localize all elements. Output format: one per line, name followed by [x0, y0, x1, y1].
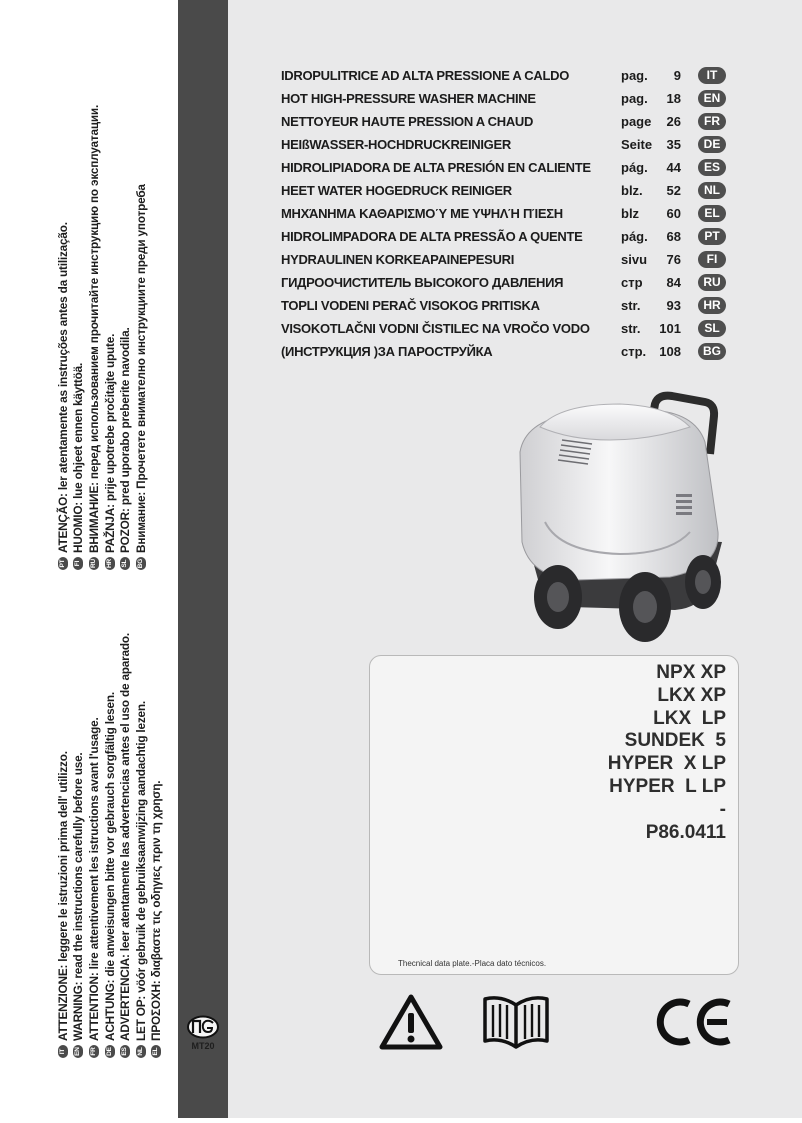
manual-title: HEET WATER HOGEDRUCK REINIGER: [281, 183, 512, 198]
language-code-badge: PT: [698, 228, 726, 245]
language-row: [281, 250, 731, 272]
page-number: 76: [666, 252, 681, 267]
page-abbreviation: str.: [621, 298, 641, 313]
warning-line: [86, 633, 102, 1058]
manual-title: HEIßWASSER-HOCHDRUCKREINIGER: [281, 137, 511, 152]
page-number: 26: [666, 114, 681, 129]
language-code-badge: DE: [698, 136, 726, 153]
gost-certification-logo: [183, 1013, 223, 1057]
language-badge: EN: [73, 1045, 83, 1058]
page-number: 18: [666, 91, 681, 106]
language-code-badge: ES: [698, 159, 726, 176]
warning-text: ATTENTION: lire attentivement les istructions avant l'usage.: [86, 717, 101, 1041]
page-number: 44: [666, 160, 681, 175]
language-row: [281, 89, 731, 111]
warning-line: [133, 633, 149, 1058]
page-abbreviation: Seite: [621, 137, 653, 152]
language-badge: PT: [58, 557, 68, 570]
warning-text: HUOMIO: lue ohjeet ennen käyttöä.: [71, 362, 86, 553]
ce-mark-icon: [655, 996, 733, 1048]
warning-text: LET OP: vöór gebruik de gebruiksaanwijzing aandachtig lezen.: [133, 700, 148, 1041]
page-number: 35: [666, 137, 681, 152]
page-number: 60: [666, 206, 681, 221]
language-code-badge: FI: [698, 251, 726, 268]
language-code-badge: NL: [698, 182, 726, 199]
language-badge: SL: [120, 557, 130, 570]
model-info-box: [369, 655, 739, 975]
warning-line: [149, 633, 165, 1058]
page-abbreviation: blz: [621, 206, 640, 221]
page-abbreviation: sivu: [621, 252, 648, 267]
model-list: [608, 662, 726, 844]
model-name: HYPER X LP: [607, 753, 726, 775]
language-row: [281, 112, 731, 134]
page-number: 84: [666, 275, 681, 290]
language-badge: FR: [89, 1045, 99, 1058]
language-badge: BG: [136, 558, 144, 569]
language-row: [281, 296, 731, 318]
manual-title: TOPLI VODENI PERAČ VISOKOG PRITISKA: [281, 298, 540, 313]
language-code-badge: EN: [698, 90, 726, 107]
page-abbreviation: pag.: [621, 91, 648, 106]
language-badge: FI: [73, 557, 83, 570]
warning-text: ATTENZIONE: leggere le istruzioni prima dell' utilizzo.: [55, 751, 70, 1041]
language-badge: HR: [105, 559, 113, 568]
page-abbreviation: page: [621, 114, 652, 129]
language-code-badge: FR: [698, 113, 726, 130]
model-name: HYPER L LP: [609, 775, 726, 797]
page-number: 68: [666, 229, 681, 244]
sidebar-strip: [178, 0, 228, 1123]
language-code-badge: IT: [698, 67, 726, 84]
language-badge: RU: [89, 559, 97, 568]
page-number: 52: [666, 183, 681, 198]
page-abbreviation: стр.: [621, 344, 647, 359]
language-code-badge: RU: [698, 274, 726, 291]
language-row: [281, 181, 731, 203]
page-abbreviation: pág.: [621, 229, 648, 244]
warning-text: ΠΡΟΣΟΧΗ: διαβαστε τις οδηγιες πριν τη χρηση.: [149, 780, 164, 1041]
language-badge: DE: [105, 1045, 115, 1058]
language-code-badge: SL: [698, 320, 726, 337]
warning-line: [117, 633, 133, 1058]
language-row: [281, 342, 731, 364]
warning-line: [102, 633, 118, 1058]
warning-text: WARNING: read the instructions carefully before use.: [71, 752, 86, 1041]
page-abbreviation: pag.: [621, 68, 648, 83]
warning-text: ВНИМАНИЕ: перед использованием прочитайте инструкцию по эксплуатации.: [86, 104, 101, 553]
language-row: [281, 66, 731, 88]
language-code-badge: HR: [698, 297, 726, 314]
pressure-washer-image: [500, 382, 740, 647]
model-code: P86.0411: [645, 821, 726, 843]
manual-title: ГИДРООЧИСТИТЕЛЬ ВЫСОКОГО ДАВЛЕНИЯ: [281, 275, 564, 290]
manual-title: HOT HIGH-PRESSURE WASHER MACHINE: [281, 91, 536, 106]
model-name: NPX XP: [656, 662, 726, 683]
gost-mark-icon: [186, 1015, 220, 1039]
language-code-badge: BG: [698, 343, 726, 360]
warning-line: [71, 633, 87, 1058]
safety-warnings: [0, 0, 178, 1123]
language-code-badge: EL: [698, 205, 726, 222]
language-badge: EL: [151, 1045, 161, 1058]
warning-line: [55, 105, 71, 570]
model-name: LKX LP: [653, 707, 726, 729]
manual-title: ΜΗΧΆΝΗΜΑ ΚΑΘΑΡΙΣΜΟΎ ΜΕ ΥΨΗΛΉ ΠΊΕΣΗ: [281, 206, 563, 221]
warning-text: Внимание: Прочетете внимателно инструкциите преди употреба: [133, 184, 148, 553]
language-badge: ES: [120, 1045, 130, 1058]
page-abbreviation: blz.: [621, 183, 643, 198]
language-row: [281, 158, 731, 180]
gost-code: MT20: [191, 1041, 215, 1051]
warning-text: POZOR: pred uporabo preberite navodila.: [118, 327, 133, 553]
manual-title: HIDROLIMPADORA DE ALTA PRESSÃO A QUENTE: [281, 229, 583, 244]
language-row: [281, 227, 731, 249]
model-name: LKX XP: [657, 684, 726, 706]
manual-title: HIDROLIPIADORA DE ALTA PRESIÓN EN CALIENTE: [281, 160, 591, 175]
language-row: [281, 273, 731, 295]
manual-title: (ИНСТРУКЦИЯ )ЗА ПАРОСТРУЙКА: [281, 344, 493, 359]
warning-text: ATENÇÃO: ler atentamente as instruções antes da utilização.: [55, 222, 70, 553]
language-row: [281, 204, 731, 226]
page-abbreviation: pág.: [621, 160, 648, 175]
warning-text: PAŽNJA: prije upotrebe pročitajte upute.: [102, 333, 117, 553]
warning-line: [133, 105, 149, 570]
manual-title: NETTOYEUR HAUTE PRESSION A CHAUD: [281, 114, 534, 129]
warning-triangle-icon: [378, 993, 444, 1051]
warning-text: ACHTUNG: die anweisungen bitte vor gebrauch sorgfältig lesen.: [102, 692, 117, 1041]
page-number: 101: [659, 321, 681, 336]
page-number: 93: [666, 298, 681, 313]
warning-line: [117, 105, 133, 570]
language-badge: IT: [58, 1045, 68, 1058]
model-separator: -: [719, 798, 726, 820]
warning-line: [86, 105, 102, 570]
warning-text: ADVERTENCIA: leer atentamente las advertencias antes el uso de aparado.: [118, 632, 133, 1041]
warning-line: [71, 105, 87, 570]
open-manual-icon: [479, 993, 553, 1051]
manual-title: IDROPULITRICE AD ALTA PRESSIONE A CALDO: [281, 68, 570, 83]
page-number: 108: [659, 344, 681, 359]
language-row: [281, 135, 731, 157]
page-abbreviation: стр: [621, 275, 643, 290]
warning-line: [55, 633, 71, 1058]
manual-title: HYDRAULINEN KORKEAPAINEPESURI: [281, 252, 515, 267]
warnings-column-1: [55, 633, 164, 1058]
data-plate-caption: Thecnical data plate.-Placa dato técnicos.: [398, 959, 547, 968]
warning-line: [102, 105, 118, 570]
language-row: [281, 319, 731, 341]
manual-title: VISOKOTLAČNI VODNI ČISTILEC NA VROČO VODO: [281, 321, 590, 336]
language-badge: NL: [136, 1045, 146, 1058]
page-number: 9: [673, 68, 681, 83]
model-name: SUNDEK 5: [624, 730, 726, 752]
page-abbreviation: str.: [621, 321, 641, 336]
warnings-column-2: [55, 105, 149, 570]
